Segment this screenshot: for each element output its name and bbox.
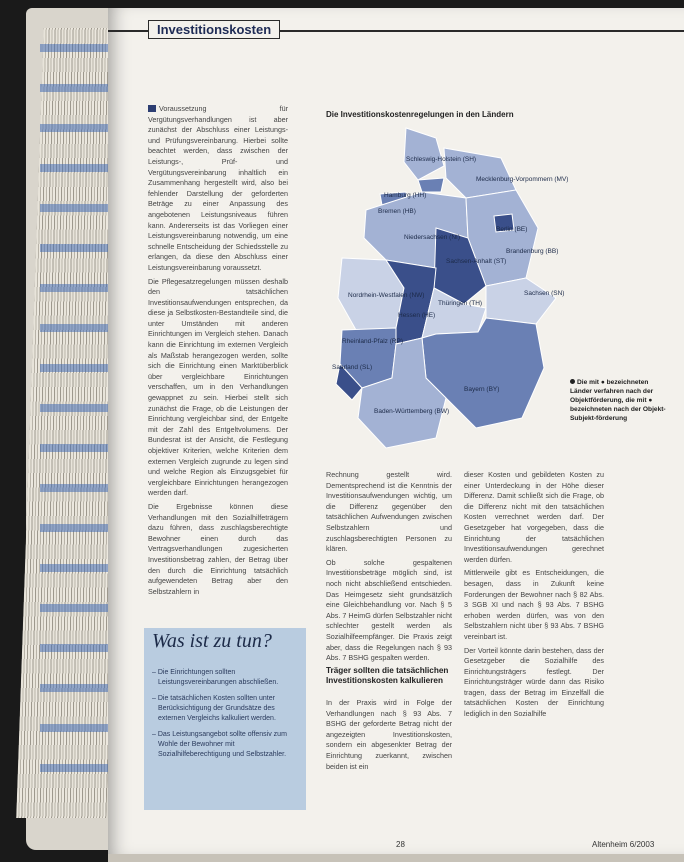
- map-label-hh: Hamburg (HH): [384, 192, 427, 199]
- middle-column: [326, 470, 452, 667]
- map-label-st: Sachsen-Anhalt (ST): [446, 258, 507, 265]
- map-label-rp: Rheinland-Pfalz (RP): [342, 338, 404, 345]
- map-region-sn: [486, 278, 556, 324]
- map-region-hh: [418, 178, 444, 192]
- map-region-sh: [404, 128, 444, 180]
- map-label-sh: Schleswig-Holstein (SH): [406, 156, 477, 163]
- magazine-page: [108, 8, 684, 854]
- map-caption: Die mit ● bezeichneten Länder verfahren nach der Objektförderung, die mit ● bezeichneten nach der Objekt-Subjekt-förderung: [570, 379, 666, 422]
- section-title: Investitionskosten: [148, 20, 280, 39]
- map-label-he: Hessen (HE): [398, 312, 436, 319]
- paragraph: Die Pflegesatzregelungen müssen deshalb den tatsächlichen Investitionsaufwendungen entsprechen, da diese ja Selbstkosten-Bestandteile sind, die unter Umständen mit anderen Einrichtungen im Vergleich stehen. Danach kann die Einrichtung im externen Vergleich als Maßstab herangezogen werden, sollte sich die Einrichtung einen Marktüberblick über vergleichbare Einrichtungen verschaffen, um in den Verhandlungen gewappnet zu sein. Hierbei stellt sich zunächst die Frage, ob die Leistungen der Einrichtung vergleichbar sind, der Entgelte mit der Zahl des Entgeltvolumens. Der Bundesrat ist der Ansicht, die Festlegung objektiver Kriterien, welche Kriterien dem externen Vergleich zugrunde zu legen sind und welche Region als Einzugsgebiet für vergleichbare Einrichtungen herangezogen werden darf.: [148, 276, 288, 498]
- map-label-by: Bayern (BY): [464, 386, 500, 393]
- map-label-th: Thüringen (TH): [438, 300, 483, 307]
- map-label-nw: Nordrhein-Westfalen (NW): [348, 292, 425, 299]
- map-label-hb: Bremen (HB): [378, 208, 416, 215]
- callout-title: Was ist zu tun?: [152, 630, 272, 652]
- magazine-issue: Altenheim 6/2003: [592, 840, 655, 849]
- list-item: – Das Leistungsangebot sollte offensiv zum Wohle der Bewohner mit Sozialhilfeberechtigung und Selbstzahler.: [152, 731, 287, 758]
- page-edge-tabs: [40, 30, 110, 790]
- paragraph: dieser Kosten und gebildeten Kosten zu einer Unterdeckung in der Höhe dieser Differenz. Damit schließt sich die Frage, ob die Differenz nicht mit den tatsächlichen Kosten verrechnet werden darf. Der Gesetzgeber hat vorgegeben, dass die Einrichtung der tatsächlichen Investitionsaufwendungen gerechnet werden dürfen.: [464, 470, 604, 564]
- map-label-ni: Niedersachsen (NI): [404, 234, 460, 241]
- map-label-mv: Mecklenburg-Vorpommern (MV): [476, 176, 569, 183]
- map-label-bw: Baden-Württemberg (BW): [374, 408, 450, 415]
- page-bottom-edge: [108, 854, 684, 862]
- right-column: [464, 470, 604, 723]
- paragraph: Der Vorteil könnte darin bestehen, dass der Gesetzgeber die Sozialhilfe des Einrichtungsträgers festlegt. Der Einrichtungsträger würde dann das Risiko tragen, dass der Betrag im Einzelfall die tatsächlichen Kosten der Einrichtung lediglich in den Sozialhilfe: [464, 645, 604, 719]
- paragraph: Ob solche gespaltenen Investitionsbeträge möglich sind, ist noch nicht abschließend entschieden. Das Heimgesetz sieht grundsätzlich eine Gleichbehandlung vor. Nach § 5 Abs. 7 HeimG dürfen Selbstzahler nicht schlechter gestellt werden als Sozialhilfeempfänger. Die Praxis zeigt aber, dass die Regelungen nach § 93 Abs. 7 BSHG gespalten werden.: [326, 557, 452, 663]
- list-item: – Die tatsächlichen Kosten sollten unter Berücksichtigung der Grundsätze des externen Vergleichs kalkuliert werden.: [152, 695, 276, 722]
- map-label-sn: Sachsen (SN): [524, 290, 565, 297]
- map-label-sl: Saarland (SL): [332, 364, 373, 371]
- page-number: 28: [396, 840, 405, 849]
- list-item: – Die Einrichtungen sollten Leistungsvereinbarungen abschließen.: [152, 669, 279, 686]
- paragraph: Mittlerweile gibt es Entscheidungen, die besagen, dass in Zukunft keine Forderungen der Bewohner nach § 82 Abs. 3 SGB XI und nach § 93 Abs. 7 BSHG erhoben werden dürfen, was von den Selbstzahlern nicht über § 93 Abs. 7 BSHG vereinbart ist.: [464, 568, 604, 641]
- paragraph: In der Praxis wird in Folge der Verhandlungen nach § 93 Abs. 7 BSHG der geforderte Betrag nicht der angezeigten Investitionskosten, sondern ein abgesenkter Betrag der Einrichtung zuerkannt, zwischen beiden ist ein: [326, 698, 452, 771]
- callout-list: [152, 668, 302, 766]
- continuation-marker-icon: [148, 105, 156, 112]
- paragraph: Die Ergebnisse können diese Verhandlungen mit den Sozialhilfeträgern dazu führen, dass zuschlagsberechtigte Bewohner einen durch das Vertragsverhandlungen zugesicherten Investitionsbetrag zahlen, der Betrag über den durch die Einrichtung tatsächlich aufgewendeten Betrag aber den Selbstzahlern in: [148, 501, 288, 596]
- left-column: [148, 104, 288, 600]
- subheading: Träger sollten die tatsächlichen Investitionskosten kalkulieren: [326, 666, 449, 685]
- map-label-bb: Brandenburg (BB): [506, 248, 559, 255]
- map-label-be: Berlin (BE): [496, 226, 528, 233]
- paragraph: Rechnung gestellt wird. Dementsprechend ist die Kenntnis der Investitionsaufwendungen wichtig, um die Differenz gegenüber den tatsächlichen Aufwendungen zwischen Selbstzahlern und zuschlagsberechtigten Personen zu klären.: [326, 470, 452, 554]
- legend-dot-icon: [570, 379, 575, 384]
- paragraph: Voraussetzung für Vergütungsverhandlungen ist aber zunächst der Abschluss einer Leistungs- und Prüfungsvereinbarung. Hierbei sollte beachtet werden, dass zwischen der Leistungs-, Prüf- und Vergütungsvereinbarung inhaltlich ein Zusammenhang hergestellt wird, also bei fehlender Darstellung der geforderten Beträge zu einer Anpassung des angebotenen Leistungsniveaus führen kann. Andererseits ist das Vorliegen einer Leistungsvereinbarung notwendig, um eine schnelle Entscheidung der Schiedsstelle zu erlangen, da diese den Abschluss einer Leistungsvereinbarung voraussetzt.: [148, 104, 288, 272]
- map-title: Die Investitionskostenregelungen in den Ländern: [326, 110, 514, 119]
- middle-column-continued: [326, 698, 452, 775]
